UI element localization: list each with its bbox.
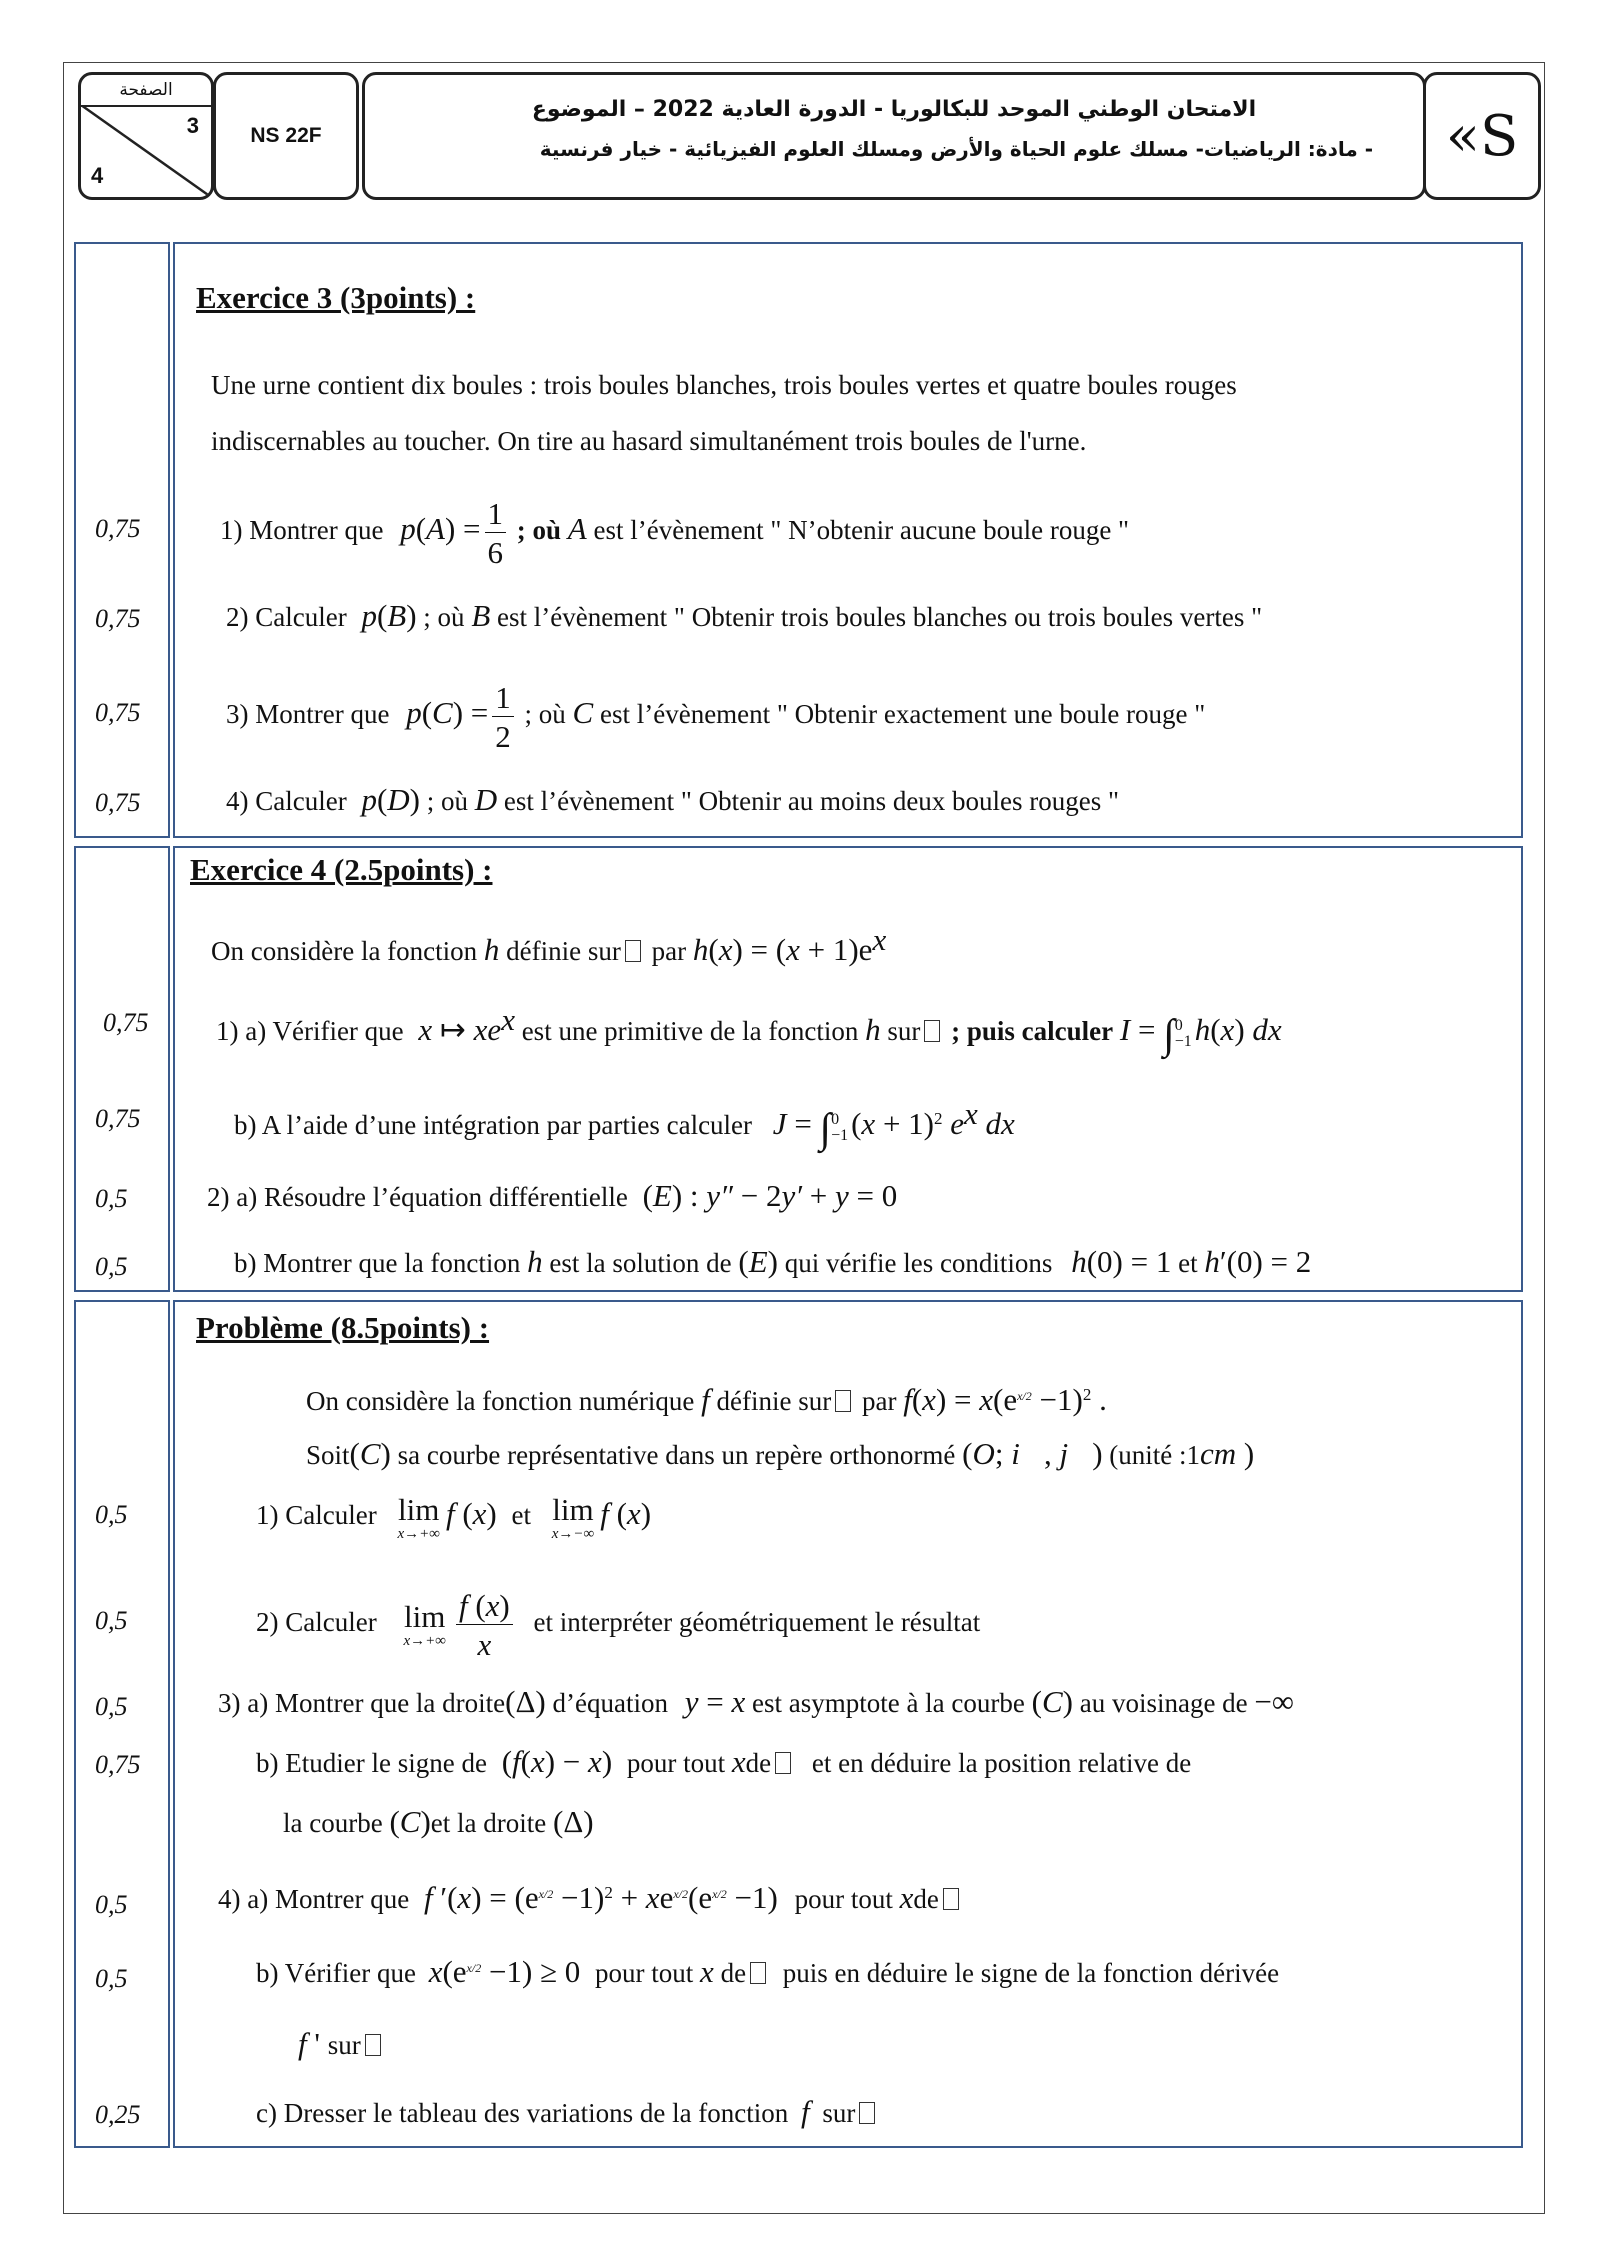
prob-q3b-line2: la courbe (C)et la droite (Δ) bbox=[283, 1804, 594, 1839]
logo: «S bbox=[1423, 72, 1541, 200]
ex3-q4: 4) Calculer p(D) ; où D est l’évènement " Obtenir au moins deux boules rouges " bbox=[226, 782, 1120, 817]
ex3-q1: 1) Montrer que p(A) = $\frac{1}{6}$ ; où A est l’évènement " N’obtenir aucune boule rouge " bbox=[220, 495, 1130, 570]
ex3-q3-points: 0,75 bbox=[95, 698, 141, 727]
exam-title-line1: الامتحان الوطني الموحد للبكالوريا - الدورة العادية 2022 – الموضوع bbox=[531, 97, 1257, 122]
page-current: 3 bbox=[186, 113, 199, 138]
prob-q2-points: 0,5 bbox=[95, 1606, 128, 1635]
prob-q3a-points: 0,5 bbox=[95, 1692, 128, 1721]
prob-q4b-line2: f ' sur bbox=[298, 2026, 385, 2062]
ex3-q2: 2) Calculer p(B) ; où B est l’évènement " Obtenir trois boules blanches ou trois boules vertes " bbox=[226, 598, 1263, 633]
points-column-probleme bbox=[74, 1300, 170, 2148]
prob-q1: 1) Calculer lim x→+∞ f (x) et lim x→−∞ f (x) bbox=[256, 1491, 652, 1542]
probleme-intro-line1: On considère la fonction numérique f définie sur par $f(x) = x(e^{x/2} -1)^2$ . bbox=[306, 1382, 1107, 1417]
prob-q4b-points: 0,5 bbox=[95, 1964, 128, 1993]
ex4-q2a: 2) a) Résoudre l’équation différentielle (E) : y″ − 2y′ + y = 0 bbox=[207, 1178, 898, 1213]
ex3-intro-line2: indiscernables au toucher. On tire au hasard simultanément trois boules de l'urne. bbox=[211, 426, 1087, 456]
ex3-intro-line1: Une urne contient dix boules : trois boules blanches, trois boules vertes et quatre boules rouges bbox=[211, 370, 1237, 400]
prob-q3b-points: 0,75 bbox=[95, 1750, 141, 1779]
ex3-q2-points: 0,75 bbox=[95, 604, 141, 633]
exam-title-line2: - مادة: الرياضيات- مسلك علوم الحياة والأرض ومسلك العلوم الفيزيائية - خيار فرنسية bbox=[539, 137, 1373, 161]
exercise3-title: Exercice 3 (3points) : bbox=[196, 280, 476, 315]
ex4-q2a-points: 0,5 bbox=[95, 1184, 128, 1213]
ex4-q1b-points: 0,75 bbox=[95, 1104, 141, 1133]
ex4-q1a: 1) a) Vérifier que x ↦ $xe^x$ est une primitive de la fonction h sur ; puis calculer I = ∫ 0 −1 h(x) dx bbox=[216, 1002, 1282, 1058]
prob-q4a-points: 0,5 bbox=[95, 1890, 128, 1919]
probleme-box bbox=[173, 1300, 1523, 2148]
ex4-q2b: b) Montrer que la fonction h est la solution de (E) qui vérifie les conditions h(0) = 1 et h′(0) = 2 bbox=[234, 1244, 1312, 1279]
prob-q4b: b) Vérifier que $x(e^{x/2} -1) \ge 0$ pour tout x de puis en déduire le signe de la fonction dérivée bbox=[256, 1954, 1280, 1989]
prob-q3b: b) Etudier le signe de (f(x) − x) pour tout xde et en déduire la position relative de bbox=[256, 1744, 1192, 1779]
exercise4-box bbox=[173, 846, 1523, 1292]
prob-q4c: c) Dresser le tableau des variations de la fonction f sur bbox=[256, 2094, 879, 2130]
ex4-intro: On considère la fonction h définie sur par $h(x) = (x + 1)e^x$ bbox=[211, 922, 887, 967]
ex3-q3: 3) Montrer que p(C) = $\frac{1}{2}$ ; où C est l’évènement " Obtenir exactement une boule rouge " bbox=[226, 679, 1206, 754]
prob-q4c-points: 0,25 bbox=[95, 2100, 141, 2129]
page-label: الصفحة bbox=[81, 75, 211, 107]
page-number-box bbox=[78, 72, 214, 200]
exercise4-title: Exercice 4 (2.5points) : bbox=[190, 852, 493, 887]
page-total: 4 bbox=[91, 163, 104, 188]
probleme-intro-line2: Soit(C) sa courbe représentative dans un repère orthonormé (O; i⃗, j⃗) (unité :1cm ) bbox=[306, 1436, 1255, 1471]
points-column-ex4 bbox=[74, 846, 170, 1292]
ex3-q1-points: 0,75 bbox=[95, 514, 141, 543]
ex3-q4-points: 0,75 bbox=[95, 788, 141, 817]
prob-q2: 2) Calculer lim x→+∞ $\frac{f (x)}{x}$ et interpréter géométriquement le résultat bbox=[256, 1587, 981, 1662]
exam-title-box bbox=[362, 72, 1426, 200]
probleme-title: Problème (8.5points) : bbox=[196, 1310, 490, 1345]
prob-q3a: 3) a) Montrer que la droite(Δ) d’équation y = x est asymptote à la courbe (C) au voisinage de −∞ bbox=[218, 1684, 1295, 1719]
prob-q4a: 4) a) Montrer que f $'(x) = (e^{x/2} -1)^2 + xe^{x/2}(e^{x/2} -1)$ pour tout xde bbox=[218, 1880, 963, 1916]
ex4-q2b-points: 0,5 bbox=[95, 1252, 128, 1281]
ex4-q1a-points: 0,75 bbox=[103, 1008, 149, 1037]
prob-q1-points: 0,5 bbox=[95, 1500, 128, 1529]
exam-code: NS 22F bbox=[213, 72, 359, 200]
ex4-q1b: b) A l’aide d’une intégration par parties calculer J = ∫ 0 −1 $(x + 1)^2$ $e^x$ dx bbox=[234, 1096, 1015, 1152]
